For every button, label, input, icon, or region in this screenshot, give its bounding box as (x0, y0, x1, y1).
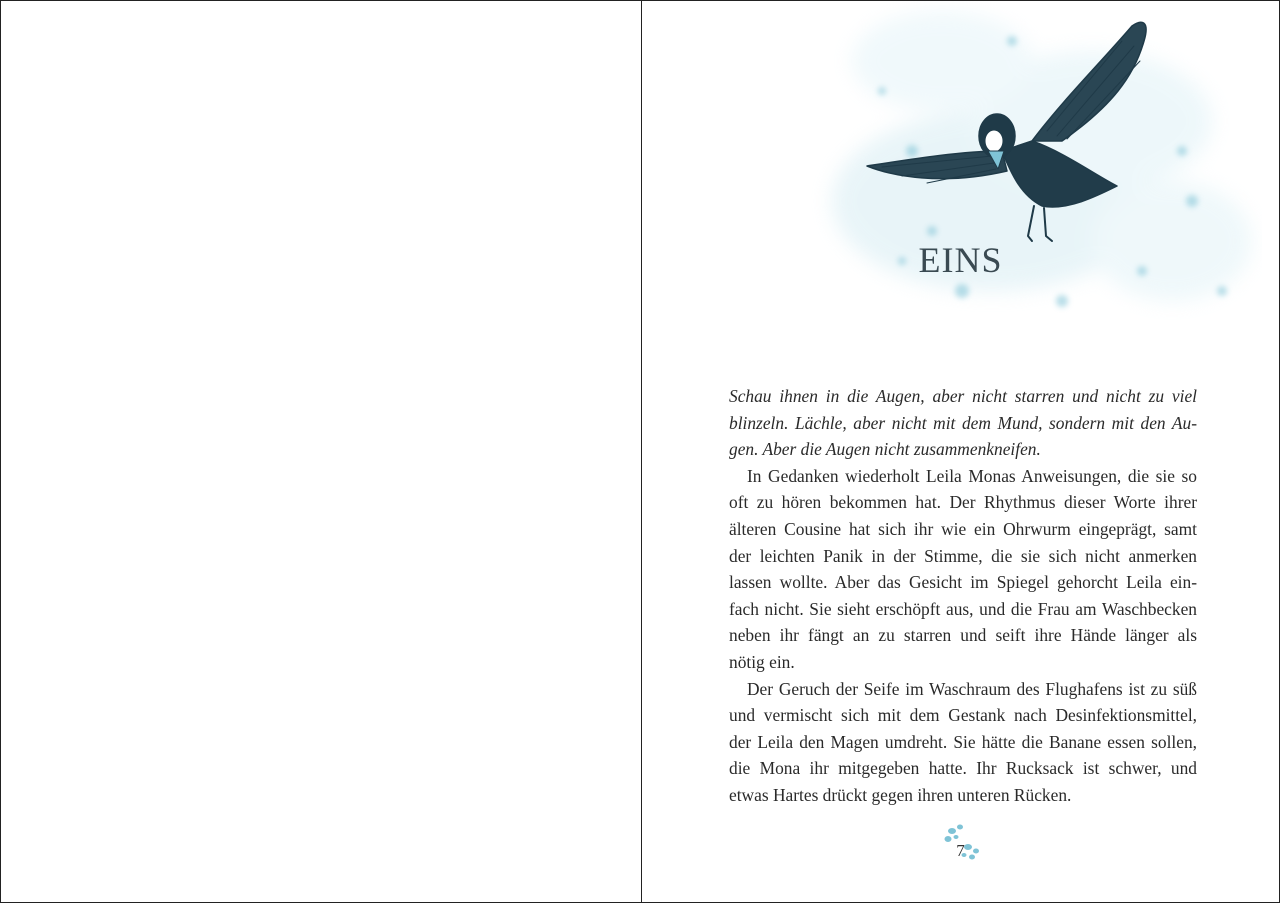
text-line: fach nicht. Sie sieht erschöpft aus, und die Frau am Waschbecken (729, 598, 1197, 619)
text-line: älteren Cousine hat sich ihr wie ein Ohrwurm eingeprägt, samt (729, 518, 1197, 539)
text-line: lassen wollte. Aber das Gesicht im Spiegel gehorcht Leila ein- (729, 572, 1197, 593)
right-page (642, 1, 1279, 902)
text-line: die Mona ihr mitgegeben hatte. Ihr Rucksack ist schwer, und (729, 758, 1197, 779)
paragraph-intro (729, 383, 1197, 463)
page-number: 7 (956, 841, 965, 860)
text-line: blinzeln. Lächle, aber nicht mit dem Mund, sondern mit den Au- (729, 412, 1197, 433)
chapter-title: EINS (918, 240, 1003, 280)
text-line: der leichten Panik in der Stimme, die sie sich nicht anmerken (729, 545, 1197, 566)
text-line: Der Geruch der Seife im Waschraum des Flughafens ist zu süß (747, 678, 1197, 699)
paragraph (729, 676, 1197, 809)
text-line: neben ihr fängt an zu starren und seift ihre Hände länger als (729, 625, 1197, 646)
paragraph (729, 463, 1197, 676)
text-line: Schau ihnen in die Augen, aber nicht starren und nicht zu viel (729, 386, 1197, 406)
text-line: nötig ein. (729, 651, 795, 672)
text-line: In Gedanken wiederholt Leila Monas Anweisungen, die sie so (747, 465, 1197, 486)
text-line: der Leila den Magen umdreht. Sie hätte die Banane essen sollen, (729, 731, 1197, 752)
text-line: gen. Aber die Augen nicht zusammenkneifen. (729, 439, 1041, 460)
chapter-body (729, 383, 1197, 809)
text-line: etwas Hartes drückt gegen ihren unteren Rücken. (729, 784, 1072, 805)
text-line: oft zu hören bekommen hat. Der Rhythmus dieser Worte ihrer (729, 492, 1197, 513)
text-line: und vermischt sich mit dem Gestank nach Desinfektionsmittel, (729, 705, 1197, 726)
left-page-blank (1, 1, 641, 902)
puffin-icon (762, 1, 1262, 351)
